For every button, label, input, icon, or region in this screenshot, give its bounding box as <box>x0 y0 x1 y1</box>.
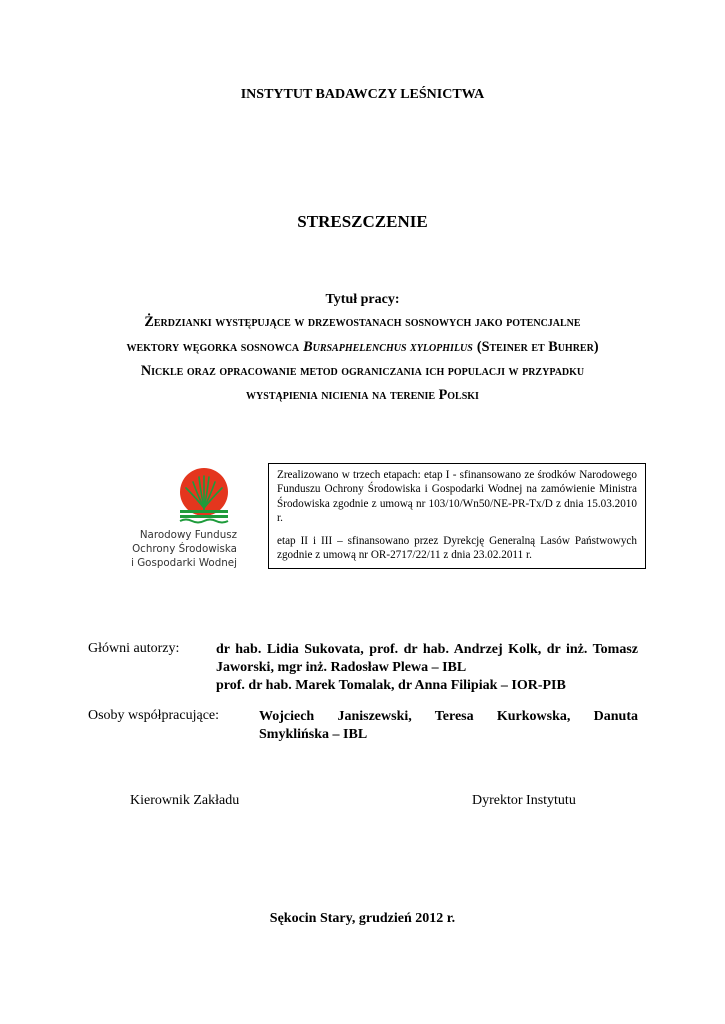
work-title-line-3: Nickle oraz opracowanie metod ograniczania ich populacji w przypadku <box>140 363 585 379</box>
funding-paragraph-2: etap II i III – sfinansowano przez Dyrekcję Generalną Lasów Państwowych zgodnie z umową nr OR-2717/22/11 z dnia 23.02.2011 r. <box>277 535 637 562</box>
authors-list <box>216 641 638 695</box>
document-heading: STRESZCZENIE <box>297 212 428 231</box>
collaborators-line-1: Wojciech Janiszewski, Teresa Kurkowska, Danuta <box>259 709 638 724</box>
species-name: Bursaphelenchus xylophilus <box>303 339 473 355</box>
collaborators-label: Osoby współpracujące: <box>88 708 220 723</box>
signature-director: Dyrektor Instytutu <box>472 793 576 808</box>
work-title-line-4: wystąpienia nicienia na terenie Polski <box>246 387 479 403</box>
nfosigw-logo <box>118 462 238 524</box>
logo-text: Narodowy Fundusz Ochrony Środowiska i Gospodarki Wodnej <box>131 529 237 569</box>
work-title-line-2: wektory węgorka sosnowca Bursaphelenchus xylophilus (Steiner et Buhrer) <box>126 339 599 355</box>
collaborators-list <box>259 708 638 744</box>
place-and-date: Sękocin Stary, grudzień 2012 r. <box>269 911 456 926</box>
signature-head-of-department: Kierownik Zakładu <box>130 793 240 808</box>
funding-info-box <box>268 463 646 569</box>
work-title-label: Tytuł pracy: <box>325 292 400 307</box>
authors-ibl: dr hab. Lidia Sukovata, prof. dr hab. Andrzej Kolk, dr inż. Tomasz Jaworski, mgr inż. Radosław Plewa – IBL <box>216 642 638 675</box>
institute-name: INSTYTUT BADAWCZY LEŚNICTWA <box>240 87 485 102</box>
collaborators-line-2: Smyklińska – IBL <box>259 727 368 742</box>
funding-paragraph-1: Zrealizowano w trzech etapach: etap I - sfinansowano ze środków Narodowego Funduszu Ochrony Środowiska i Gospodarki Wodnej na zamówienie Ministra Środowiska zgodnie z umową nr 103/10/Wn50/NE-PR-Tx/D z dnia 15.03.2010 r. <box>277 469 637 524</box>
work-title-line-1: Żerdzianki występujące w drzewostanach sosnowych jako potencjalne <box>144 314 581 330</box>
authors-ior-pib: prof. dr hab. Marek Tomalak, dr Anna Filipiak – IOR-PIB <box>216 678 566 693</box>
authors-label: Główni autorzy: <box>88 641 180 656</box>
